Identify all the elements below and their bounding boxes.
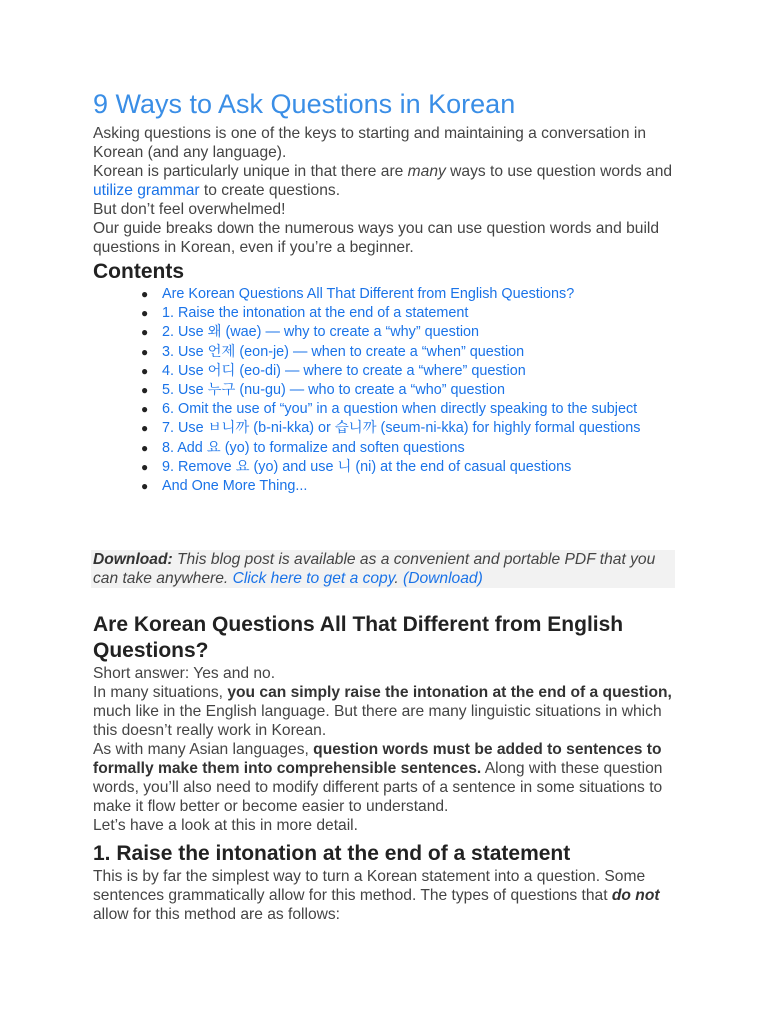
toc-item[interactable] [141,458,683,476]
section1-text: In many situations, [93,683,228,701]
bullet-icon: ● [141,459,149,474]
toc-item-label[interactable]: 8. Add 요 (yo) to formalize and soften questions [162,439,465,456]
intro-paragraph-4: Our guide breaks down the numerous ways you can use question words and build questions in Korean, even if you’re a beginner. [93,220,660,256]
toc-item[interactable] [141,477,683,495]
toc-item-label[interactable]: Are Korean Questions All That Different from English Questions? [162,286,575,302]
toc-item-label[interactable]: 4. Use 어디 (eo-di) — where to create a “where” question [162,362,526,379]
bullet-icon: ● [141,344,149,359]
download-callout [91,550,675,588]
toc-item-label[interactable]: And One More Thing... [162,477,308,494]
article-body [93,88,683,924]
utilize-grammar-link[interactable]: utilize grammar [93,182,200,199]
section1-paragraph-2 [93,683,683,740]
toc-item[interactable] [141,439,683,457]
download-text: This blog post is available as a convenient and portable PDF that you can take anywhere. [93,550,656,587]
toc-item[interactable] [141,343,683,361]
toc-item-label[interactable]: 1. Raise the intonation at the end of a statement [162,305,469,322]
toc-item-label[interactable]: 2. Use 왜 (wae) — why to create a “why” question [162,324,480,341]
bullet-icon: ● [141,402,149,417]
contents-heading: Contents [93,260,184,283]
section1-bold-text: question words must be added to sentences to formally make them into comprehensible sentences. [93,740,662,777]
toc-item-label[interactable]: 9. Remove 요 (yo) and use 니 (ni) at the end of casual questions [162,458,572,475]
toc-item[interactable] [141,362,683,380]
bullet-icon: ● [141,325,149,340]
toc-item-label[interactable]: 3. Use 언제 (eon-je) — when to create a “when” question [162,343,525,360]
toc-item[interactable] [141,305,683,322]
table-of-contents [93,286,683,495]
toc-item-label[interactable]: 7. Use ㅂ니까 (b-ni-kka) or 습니까 (seum-ni-kka) for highly formal questions [162,420,641,437]
section1-paragraph-1: Short answer: Yes and no. [93,664,276,682]
toc-item[interactable] [141,381,683,399]
section2-text: This is by far the simplest way to turn a Korean statement into a question. Some sentences grammatically allow for this method. The types of questions that [93,867,646,904]
toc-item[interactable] [141,286,683,303]
bullet-icon: ● [141,287,149,301]
toc-item[interactable] [141,420,683,437]
bullet-icon: ● [141,440,149,455]
bullet-icon: ● [141,478,149,493]
section1-paragraph-3 [93,740,683,816]
download-separator: . [394,569,404,587]
intro-paragraph-1: Asking questions is one of the keys to starting and maintaining a conversation in Korean (and any language). [93,125,647,161]
section-heading-intonation: 1. Raise the intonation at the end of a statement [93,841,571,865]
intro-text: to create questions. [199,182,341,199]
toc-item[interactable] [141,401,683,418]
intro-paragraph-2 [93,162,683,200]
section2-text: allow for this method are as follows: [93,905,341,923]
bullet-icon: ● [141,306,149,321]
section-heading-differences: Are Korean Questions All That Different from English Questions? [93,612,624,662]
section1-paragraph-4: Let’s have a look at this in more detail. [93,816,358,834]
bullet-icon: ● [141,382,149,397]
bullet-icon: ● [141,363,149,378]
toc-item-label[interactable]: 6. Omit the use of “you” in a question when directly speaking to the subject [162,401,638,418]
download-link[interactable]: (Download) [403,569,483,587]
toc-item-label[interactable]: 5. Use 누구 (nu-gu) — who to create a “who” question [162,381,505,398]
download-label: Download: [93,550,173,568]
section1-text: much like in the English language. But there are many linguistic situations in which this doesn’t really work in Korean. [93,702,662,739]
intro-paragraph-3: But don’t feel overwhelmed! [93,201,286,218]
get-copy-link[interactable]: Click here to get a copy [232,569,395,587]
toc-item[interactable] [141,324,683,341]
intro-emphasis: many [407,163,446,180]
bullet-icon: ● [141,421,149,436]
intro-text: Korean is particularly unique in that there are [93,163,408,180]
section1-text: Along with these question words, you’ll also need to modify different parts of a sentence in some situations to make it flow better or become easier to understand. [93,759,663,815]
section1-bold-text: you can simply raise the intonation at the end of a question, [227,683,672,701]
section2-paragraph-1 [93,867,683,924]
section1-text: As with many Asian languages, [93,740,314,758]
intro-text: ways to use question words and [445,163,673,180]
page-title: 9 Ways to Ask Questions in Korean [93,89,516,119]
section2-emphasis: do not [611,886,660,904]
